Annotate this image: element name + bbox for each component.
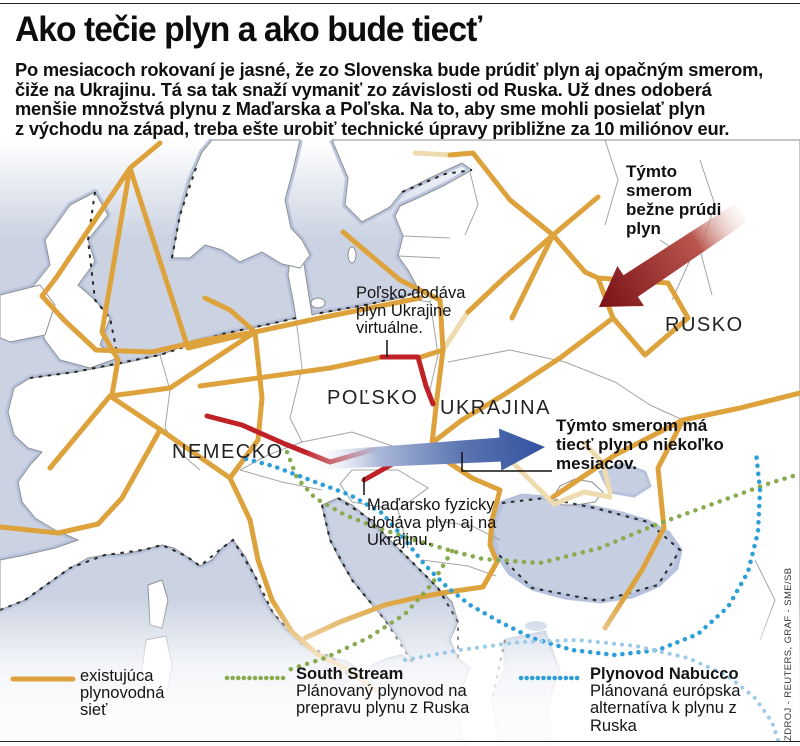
legend-nabucco-desc: Plánovaná európska alternatíva k plynu z Ruska — [590, 682, 741, 735]
intro-line: z východu na západ, treba ešte urobiť technické úpravy približne za 10 miliónov eur. — [15, 117, 730, 139]
island — [348, 247, 356, 263]
existing-pipeline-swatch — [10, 675, 76, 683]
source-credit: ZDROJ - REUTERS, GRAF - SME/SB — [783, 567, 794, 741]
intro-line: čiže na Ukrajinu. Tá sa tak snaží vymaniť zo závislosti od Ruska. Už dnes odoberá — [15, 78, 712, 100]
south-stream-swatch — [224, 674, 286, 682]
nabucco-swatch — [518, 674, 582, 682]
intro-line: Po mesiacoch rokovaní je jasné, že zo Slovenska bude prúdiť plyn aj opačným smerom, — [15, 59, 764, 80]
annotation-poland-virtual: Poľsko dodáva plyn Ukrajine virtuálne. — [356, 284, 466, 338]
legend-nabucco — [590, 666, 748, 735]
label-poland: POĽSKO — [327, 387, 419, 409]
bottom-rule — [0, 741, 800, 742]
legend-south-stream — [296, 666, 474, 718]
annotation-flow-reverse: Týmto smerom má tiecť plyn o niekoľko mesiacov. — [556, 416, 724, 474]
legend-south-stream-name: South Stream — [296, 665, 404, 683]
page-title: Ako tečie plyn a ako bude tiecť — [15, 10, 482, 49]
annotation-hungary-physical: Maďarsko fyzicky dodáva plyn aj na Ukrajinu. — [367, 496, 497, 550]
label-ukraine: UKRAJINA — [440, 397, 551, 419]
label-germany: NEMECKO — [172, 441, 284, 463]
legend-existing-label: existujúca plynovodná sieť — [80, 667, 165, 720]
legend-nabucco-name: Plynovod Nabucco — [590, 665, 739, 683]
annotation-flow-normal: Týmto smerom bežne prúdi plyn — [626, 162, 722, 239]
legend-south-stream-desc: Plánovaný plynovod na prepravu plynu z Ruska — [296, 682, 470, 718]
label-russia: RUSKO — [665, 314, 744, 336]
island — [311, 298, 325, 308]
intro-line: menšie množstvá plynu z Maďarska a Poľska. Na to, aby sme mohli posielať plyn — [15, 98, 706, 120]
